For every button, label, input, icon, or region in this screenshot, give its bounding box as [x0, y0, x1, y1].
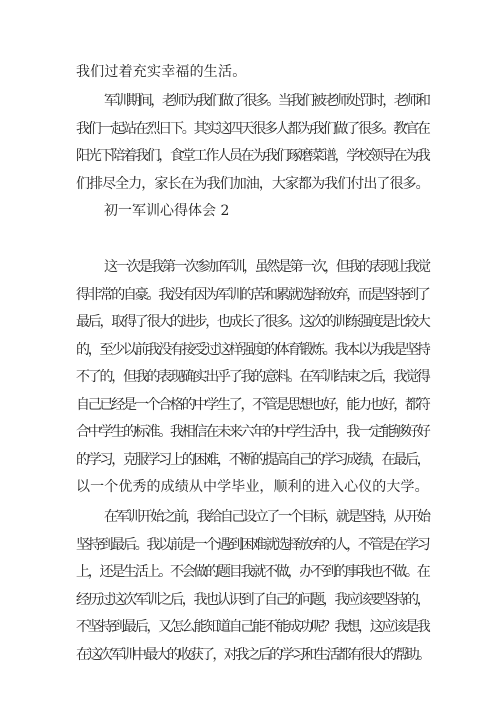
text-line: 最后，取得了很大的进步，也成长了很多。这次的训练强度是比较大 [76, 314, 429, 330]
text-line: 合中学生的标准。我相信在未来六年的中学生活中，我一定能够好好 [76, 424, 429, 440]
text-line: 的学习，克服学习上的困难，不断的提高自己的学习成绩，在最后， [76, 451, 429, 468]
text-line: 自己已经是一个合格的中学生了，不管是思想也好，能力也好，都符 [76, 396, 429, 413]
text-line: 在军训开始之前，我给自己设立了一个目标，就是坚持，从开始 [104, 509, 429, 525]
text-line: 不了的，但我的表现确实出乎了我的意料。在军训结束之后，我觉得 [76, 369, 429, 385]
paragraph-goal-persistence [76, 504, 430, 669]
text-line: 军训期间，老师为我们做了很多。当我们被老师处罚时，老师和 [104, 93, 429, 109]
paragraph-military-training-teachers [76, 88, 430, 198]
text-line: 以一个优秀的成绩从中学毕业，顺利的进入心仪的大学。 [76, 479, 429, 495]
text-line: 得非常的自豪。我没有因为军训的苦和累就选择放弃，而是坚持到了 [76, 286, 429, 303]
text-line: 我们过着充实幸福的生活。 [76, 64, 247, 80]
text-line: 我们一起站在烈日下。其实这四天很多人都为我们做了很多。教官在 [76, 120, 429, 137]
paragraph-first-training [76, 254, 430, 502]
text-line: 经历过这次军训之后，我也认识到了自己的问题，我应该要坚持的， [76, 591, 429, 608]
text-line: 坚持到最后。我以前是一个遇到困难就选择放弃的人，不管是在学习 [76, 536, 429, 553]
text-line: 这一次是我第一次参加军训，虽然是第一次，但我的表现让我觉 [104, 259, 429, 275]
text-line: 的，至少以前我没有接受过这样强度的体育锻炼。我本以为我是坚持 [76, 341, 429, 358]
text-line: 阳光下陪着我们，食堂工作人员在为我们琢磨菜谱，学校领导在为我 [76, 148, 429, 164]
text-line: 上，还是生活上。不会做的题目我就不做，办不到的事我也不做。在 [76, 564, 429, 580]
text-line: 在这次军训中最大的收获了，对我之后的学习和生活都有很大的帮助。 [76, 646, 429, 663]
text-line: 们排尽全力，家长在为我们加油，大家都为我们付出了很多。 [76, 175, 429, 192]
section-heading: 初一军训心得体会 2 [104, 203, 230, 219]
paragraph-continuation [76, 59, 430, 87]
text-line: 不坚持到最后，又怎么能知道自己能不能成功呢？我想，这应该是我 [76, 619, 429, 635]
